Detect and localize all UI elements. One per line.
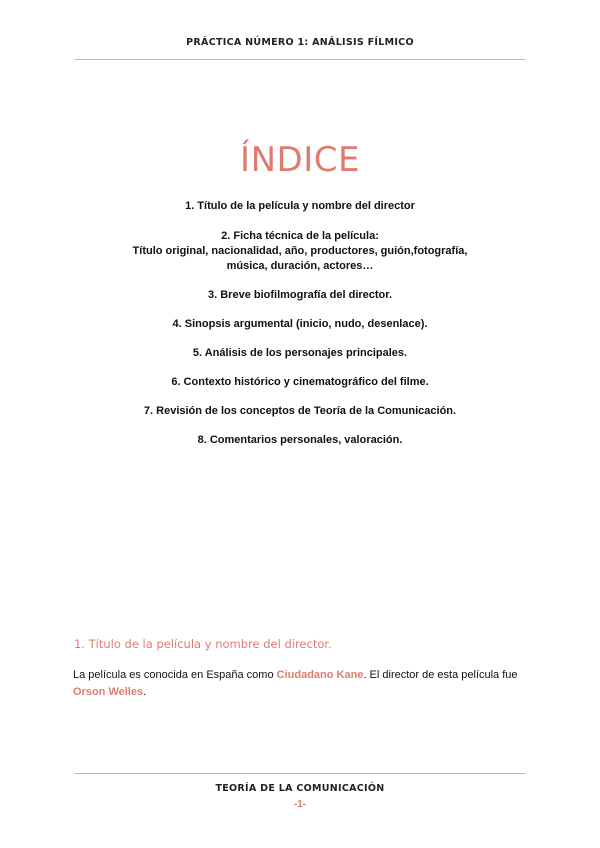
toc-item-8: 8. Comentarios personales, valoración. [197, 434, 403, 446]
header-divider [75, 59, 525, 60]
paragraph-text: . [143, 686, 147, 698]
toc-item-7: 7. Revisión de los conceptos de Teoría de la Comunicación. [143, 405, 457, 417]
toc-item-4: 4. Sinopsis argumental (inicio, nudo, desenlace). [172, 318, 428, 330]
footer-divider [75, 773, 525, 774]
toc-item-5: 5. Análisis de los personajes principales. [192, 347, 408, 359]
page-number: -1- [293, 799, 307, 810]
toc-item-3: 3. Breve biofilmografía del director. [208, 289, 392, 301]
index-heading: ÍNDICE [240, 140, 360, 180]
film-title: Ciudadano Kane [276, 669, 364, 681]
header-title: PRÁCTICA NÚMERO 1: ANÁLISIS FÍLMICO [186, 37, 414, 48]
toc-item-2-detail-line-2: música, duración, actores… [226, 260, 374, 272]
paragraph-text: La película es conocida en España como [73, 669, 277, 681]
paragraph-text: . El director de esta película fue [363, 669, 518, 681]
toc-item-1: 1. Título de la película y nombre del director [185, 200, 415, 212]
footer-title: TEORÍA DE LA COMUNICACIÓN [215, 783, 385, 794]
director-name: Orson Welles [73, 686, 144, 698]
toc-item-6: 6. Contexto histórico y cinematográfico del filme. [171, 376, 429, 388]
section-1-paragraph [73, 667, 533, 701]
toc-item-2: 2. Ficha técnica de la película: [221, 230, 379, 242]
section-1-heading: 1. Título de la película y nombre del director. [74, 637, 332, 651]
toc-item-2-detail-line-1: Título original, nacionalidad, año, productores, guión,fotografía, [132, 245, 468, 257]
